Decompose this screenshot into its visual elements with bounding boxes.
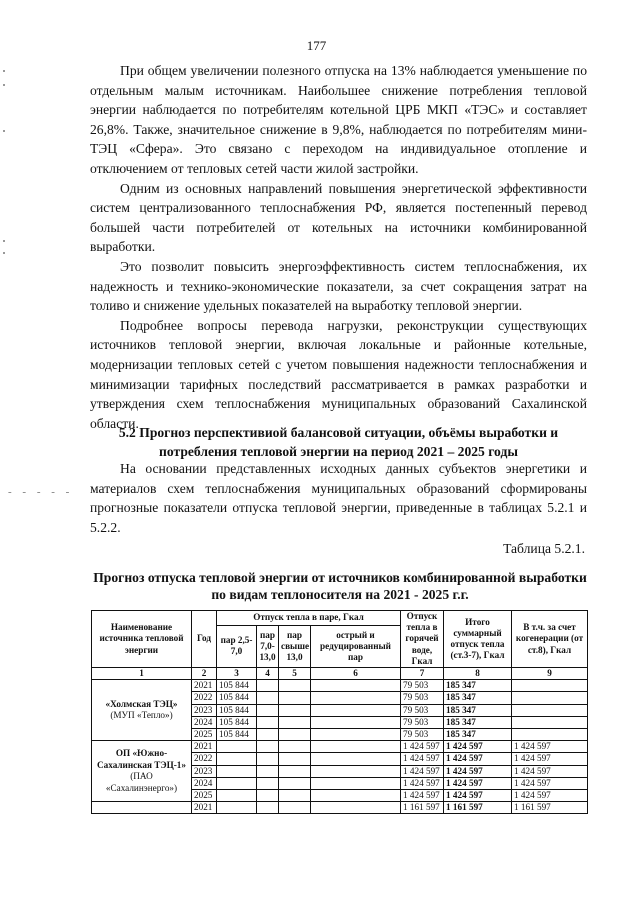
- cogen-cell: 1 424 597: [512, 765, 588, 777]
- hot-water-cell: 1 424 597: [401, 790, 444, 802]
- column-number: 2: [192, 668, 217, 680]
- hot-water-cell: 79 503: [401, 704, 444, 716]
- hot-water-cell: 1 424 597: [401, 777, 444, 789]
- steam-cell: [217, 765, 257, 777]
- forecast-table: [91, 610, 588, 814]
- source-owner: (ПАО «Сахалинэнерго»): [105, 771, 178, 793]
- total-cell: 1 424 597: [444, 765, 512, 777]
- table-row: [92, 802, 588, 814]
- paragraph: На основании представленных исходных данных субъектов энергетики и материалов схем теплоснабжения муниципальных образований сформированы прогнозные показатели отпуска тепловой энергии, приведенные в таблицах 5.2.1 и 5.2.2.: [90, 461, 587, 535]
- hot-water-cell: 1 424 597: [401, 753, 444, 765]
- header-source: Наименование источника тепловой энергии: [92, 611, 192, 668]
- column-number: 5: [279, 668, 311, 680]
- steam-cell: [217, 790, 257, 802]
- paragraph: При общем увеличении полезного отпуска на 13% наблюдается уменьшение по отдельным малым источникам. Наибольшее снижение потребления тепловой энергии наблюдается по потребителям котельной ЦРБ МКП «ТЭС» и составляет 26,8%. Также, значительное снижение в 9,8%, наблюдается по потребителям мини-ТЭЦ «Сфера». Это связано с переходом на индивидуальное отопление и отключением от тепловых сетей части жилой застройки.: [90, 63, 587, 176]
- section-heading: 5.2 Прогноз перспективиой балансовой ситуации, объёмы выработки и потребления тепловой энергии на период 2021 – 2025 годы: [118, 425, 559, 459]
- total-cell: 1 424 597: [444, 741, 512, 753]
- paragraph: Это позволит повысить энергоэффективность систем теплоснабжения, их надежность и технико-экономические показатели, за счет сокращения затрат на толиво и снижение удельных показателей на выработку тепловой энергии.: [90, 258, 587, 314]
- steam-cell: [217, 802, 257, 814]
- year-cell: 2023: [192, 765, 217, 777]
- margin-mark: [3, 84, 5, 86]
- header-acute-steam: острый и редуцированный пар: [311, 625, 401, 667]
- column-number: 8: [444, 668, 512, 680]
- steam-cell: 105 844: [217, 680, 257, 692]
- table-title: Прогноз отпуска тепловой энергии от источников комбинированной выработки по видам теплоносителя на 2021 - 2025 г.г.: [93, 570, 587, 602]
- body-text: [90, 61, 587, 433]
- total-cell: 185 347: [444, 692, 512, 704]
- year-cell: 2021: [192, 741, 217, 753]
- steam-cell: 105 844: [217, 692, 257, 704]
- table-label: Таблица 5.2.1.: [503, 541, 585, 556]
- header-hot-water: Отпуск тепла в горячей воде, Гкал: [401, 611, 444, 668]
- cogen-cell: [512, 692, 588, 704]
- cogen-cell: [512, 680, 588, 692]
- hot-water-cell: 79 503: [401, 680, 444, 692]
- column-number: 1: [92, 668, 192, 680]
- source-name: ОП «Южно-Сахалинская ТЭЦ-1»: [97, 748, 186, 770]
- hot-water-cell: 79 503: [401, 716, 444, 728]
- column-number: 4: [257, 668, 279, 680]
- cogen-cell: [512, 729, 588, 741]
- total-cell: 185 347: [444, 704, 512, 716]
- year-cell: 2022: [192, 692, 217, 704]
- steam-cell: [217, 777, 257, 789]
- year-cell: 2024: [192, 777, 217, 789]
- margin-dash-line: - - - - -: [8, 486, 74, 498]
- paragraph: Подробнее вопросы перевода нагрузки, реконструкции существующих источников тепловой энергии, включая локальные и районные котельные, модернизации тепловых сетей с учетом повышения надежности теплоснабжения и минимизации тарифных последствий рассматривается в рамках разработки и утверждения схем теплоснабжения муниципальных образований Сахалинской области.: [90, 317, 587, 431]
- total-cell: 1 161 597: [444, 802, 512, 814]
- steam-cell: 105 844: [217, 729, 257, 741]
- steam-cell: 105 844: [217, 716, 257, 728]
- source-owner: (МУП «Тепло»): [110, 710, 173, 721]
- year-cell: 2021: [192, 680, 217, 692]
- table-row: [92, 680, 588, 692]
- header-total: Итого суммарный отпуск тепла (ст.3-7), Гкал: [444, 611, 512, 668]
- column-number: 9: [512, 668, 588, 680]
- column-number: 7: [401, 668, 444, 680]
- cogen-cell: [512, 704, 588, 716]
- year-cell: 2025: [192, 729, 217, 741]
- header-steam-over-13: пар свыше 13,0: [279, 625, 311, 667]
- cogen-cell: 1 424 597: [512, 741, 588, 753]
- source-name-cell: [92, 680, 192, 741]
- header-year: Год: [192, 611, 217, 668]
- year-cell: 2025: [192, 790, 217, 802]
- column-number: 3: [217, 668, 257, 680]
- header-cogeneration: В т.ч. за счет когенерации (от ст.8), Гкал: [512, 611, 588, 668]
- page-number: 177: [306, 38, 327, 53]
- margin-mark: [3, 130, 5, 132]
- source-name-cell: [92, 741, 192, 802]
- header-steam-7-13: пар 7,0-13,0: [257, 625, 279, 667]
- section-text: [90, 459, 587, 537]
- header-steam-group: Отпуск тепла в паре, Гкал: [217, 611, 401, 626]
- steam-cell: [217, 753, 257, 765]
- total-cell: 185 347: [444, 680, 512, 692]
- total-cell: 185 347: [444, 716, 512, 728]
- margin-mark: [3, 70, 5, 72]
- cogen-cell: 1 161 597: [512, 802, 588, 814]
- column-number: 6: [311, 668, 401, 680]
- hot-water-cell: 1 424 597: [401, 741, 444, 753]
- hot-water-cell: 79 503: [401, 692, 444, 704]
- hot-water-cell: 1 424 597: [401, 765, 444, 777]
- table-row: [92, 741, 588, 753]
- year-cell: 2022: [192, 753, 217, 765]
- margin-mark: [3, 252, 5, 254]
- hot-water-cell: 1 161 597: [401, 802, 444, 814]
- cogen-cell: 1 424 597: [512, 790, 588, 802]
- year-cell: 2023: [192, 704, 217, 716]
- year-cell: 2024: [192, 716, 217, 728]
- total-cell: 1 424 597: [444, 790, 512, 802]
- margin-mark: [3, 240, 5, 242]
- cogen-cell: 1 424 597: [512, 753, 588, 765]
- total-cell: 185 347: [444, 729, 512, 741]
- cogen-cell: 1 424 597: [512, 777, 588, 789]
- paragraph: Одним из основных направлений повышения энергетической эффективности систем централизованного теплоснабжения РФ, является постепенный перевод большей части потребителей от котельных на источники комбинированной выработки.: [90, 180, 587, 255]
- header-steam-2-5-7: пар 2,5-7,0: [217, 625, 257, 667]
- hot-water-cell: 79 503: [401, 729, 444, 741]
- source-name: «Холмская ТЭЦ»: [105, 698, 178, 709]
- year-cell: 2021: [192, 802, 217, 814]
- cogen-cell: [512, 716, 588, 728]
- steam-cell: [217, 741, 257, 753]
- total-cell: 1 424 597: [444, 753, 512, 765]
- source-name-cell-empty: [92, 802, 192, 814]
- steam-cell: 105 844: [217, 704, 257, 716]
- total-cell: 1 424 597: [444, 777, 512, 789]
